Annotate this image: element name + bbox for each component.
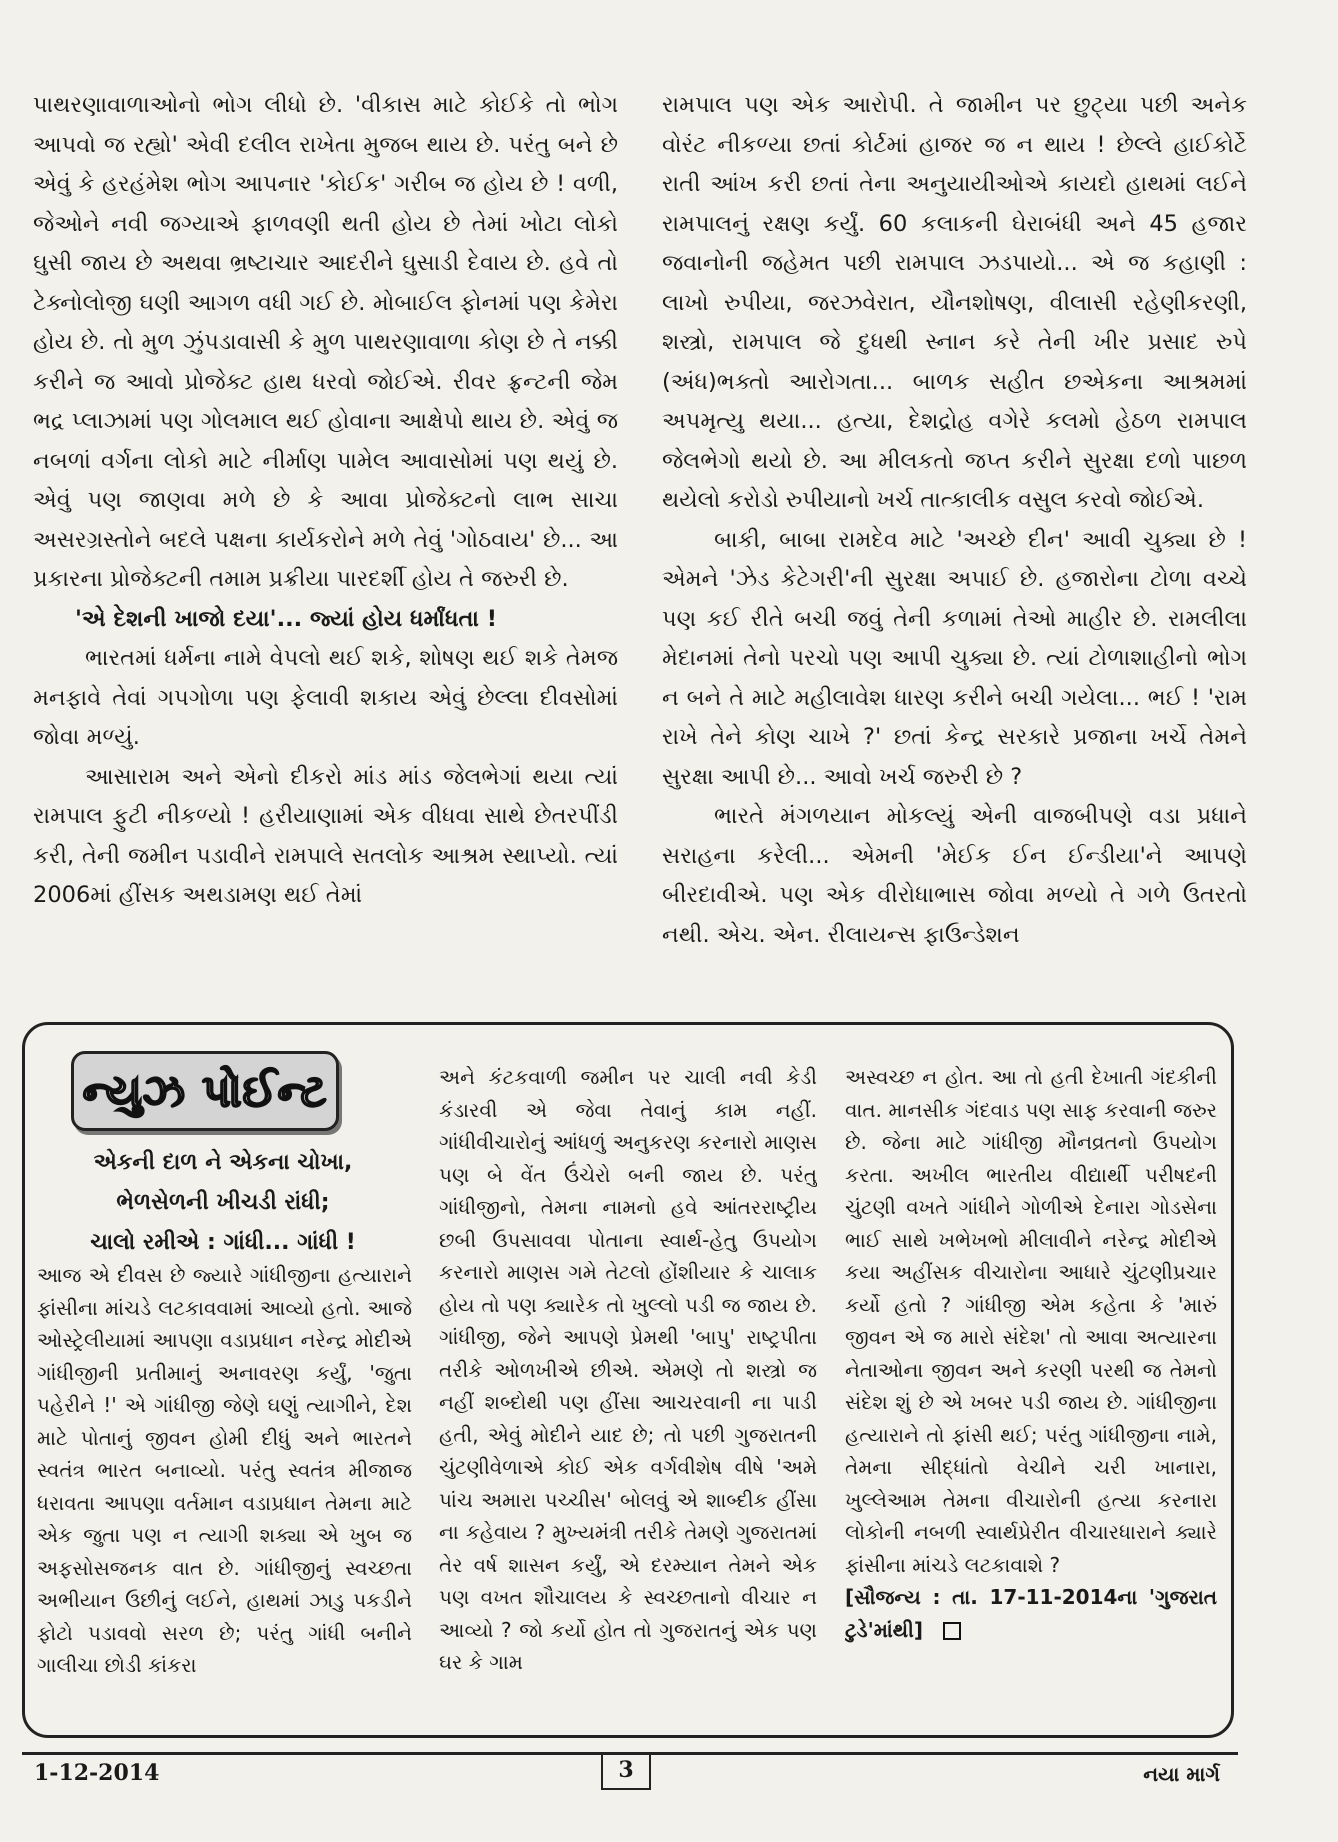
news-point-paragraph: અને કંટકવાળી જમીન પર ચાલી નવી કેડી કંડારવી એ જેવા તેવાનું કામ નહીં. ગાંધીવીચારોનું આંધળું અનુકરણ કરનારો માણસ પણ બે વેંત ઉંચેરો બની જાય છે. પરંતુ ગાંધીજીનો, તેમના નામનો હવે આંતરરાષ્ટ્રીય છબી ઉપસાવવા પોતાના સ્વાર્થ-હેતુ ઉપયોગ કરનારો માણસ ગમે તેટલો હોંશીયાર કે ચાલાક હોય તો પણ ક્યારેક તો ખુલ્લો પડી જ જાય છે. ગાંધીજી, જેને આપણે પ્રેમથી 'બાપુ' રાષ્ટ્રપીતા તરીકે ઓળખીએ છીએ. એમણે તો શસ્ત્રો જ નહીં શબ્દોથી પણ હીંસા આચરવાની ના પાડી હતી, એવું મોદીને યાદ છે; તો પછી ગુજરાતની ચુંટણીવેળાએ કોઈ એક વર્ગવીશેષ વીષે 'અમે પાંચ અમારા પચ્ચીસ' બોલવું એ શાબ્દીક હીંસા ના કહેવાય ? મુખ્યમંત્રી તરીકે તેમણે ગુજરાતમાં તેર વર્ષ શાસન કર્યું, એ દરમ્યાન તેમને એક પણ વખત શૌચાલય કે સ્વચ્છતાનો વીચાર ન આવ્યો ? જો કર્યો હોત તો ગુજરાતનું એક પણ ઘર કે ગામ [439, 1065, 817, 1674]
issue-date: 1-12-2014 [34, 1760, 160, 1786]
verse-line: ચાલો રમીએ : ગાંધી... ગાંધી ! [90, 1230, 356, 1255]
article-paragraph: ભારતમાં ધર્મના નામે વેપલો થઈ શકે, શોષણ થઈ શકે તેમજ મનફાવે તેવાં ગપગોળા પણ ફેલાવી શકાય એવું છેલ્લા દીવસોમાં જોવા મળ્યું. [33, 645, 618, 750]
article-paragraph: બાકી, બાબા રામદેવ માટે 'અચ્છે દીન' આવી ચુક્યા છે ! એમને 'ઝેડ કેટેગરી'ની સુરક્ષા અપાઈ છે. હજારોના ટોળા વચ્ચે પણ કઈ રીતે બચી જવું તેની કળામાં તેઓ માહીર છે. રામલીલા મેદાનમાં તેનો પરચો પણ આપી ચુક્યા છે. ત્યાં ટોળાશાહીનો ભોગ ન બને તે માટે મહીલાવેશ ધારણ કરીને બચી ગયેલા... ભઈ ! 'રામ રાખે તેને કોણ ચાખે ?' છતાં કેન્દ્ર સરકારે પ્રજાના ખર્ચે તેમને સુરક્ષા આપી છે... આવો ખર્ચ જરુરી છે ? [662, 526, 1247, 790]
section-heading: 'એ દેશની ખાજો દયા'... જ્યાં હોય ધર્માંધતા ! [75, 605, 497, 632]
news-point-paragraph: આજ એ દીવસ છે જ્યારે ગાંધીજીના હત્યારાને ફાંસીના માંચડે લટકાવવામાં આવ્યો હતો. આજે ઓસ્ટ્રેલીયામાં આપણા વડાપ્રધાન નરેન્દ્ર મોદીએ ગાંધીજીની પ્રતીમાનું અનાવરણ કર્યું, 'જુતા પહેરીને !' એ ગાંધીજી જેણે ઘણું ત્યાગીને, દેશ માટે પોતાનું જીવન હોમી દીધું અને ભારતને સ્વતંત્ર ભારત બનાવ્યો. પરંતુ સ્વતંત્ર મીજાજ ધરાવતા આપણા વર્તમાન વડાપ્રધાન તેમના માટે એક જુતા પણ ન ત્યાગી શક્યા એ ખુબ જ અફસોસજનક વાત છે. ગાંધીજીનું સ્વચ્છતા અભીયાન ઉછીનું લઈને, હાથમાં ઝાડુ પકડીને ફોટો પડાવવો સરળ છે; પરંતુ ગાંધી બનીને ગાલીચા છોડી કાંકરા [37, 1263, 412, 1677]
source-credit: [સૌજન્ય : તા. 17-11-2014ના 'ગુજરાત ટુડે'માંથી] [845, 1585, 1217, 1642]
news-point-credit-line [845, 1581, 1217, 1646]
news-point-paragraph: અસ્વચ્છ ન હોત. આ તો હતી દેખાતી ગંદકીની વાત. માનસીક ગંદવાડ પણ સાફ કરવાની જરુર છે. જેના માટે ગાંધીજી મૌનવ્રતનો ઉપયોગ કરતા. અખીલ ભારતીય વીદ્યાર્થી પરીષદની ચુંટણી વખતે ગાંધીને ગોળીએ દેનારા ગોડસેના ભાઈ સાથે ખભેખભો મીલાવીને નરેન્દ્ર મોદીએ કયા અહીંસક વીચારોના આધારે ચુંટણીપ્રચાર કર્યો હતો ? ગાંધીજી એમ કહેતા કે 'મારું જીવન એ જ મારો સંદેશ' તો આવા અત્યારના નેતાઓના જીવન અને કરણી પરથી જ તેમનો સંદેશ શું છે એ ખબર પડી જાય છે. ગાંધીજીના હત્યારાને તો ફાંસી થઈ; પરંતુ ગાંધીજીના નામે, તેમના સીદ્ધાંતો વેચીને ચરી ખાનારા, ખુલ્લેઆમ તેમના વીચારોની હત્યા કરનારા લોકોની નબળી સ્વાર્થપ્રેરીત વીચારધારાને ક્યારે ફાંસીના માંચડે લટકાવાશે ? [845, 1065, 1217, 1577]
news-point-title-badge [71, 1051, 339, 1131]
end-mark-icon [943, 1622, 961, 1640]
news-point-column-2 [439, 1061, 817, 1731]
article-column-left [33, 86, 618, 1006]
page-number: 3 [601, 1754, 651, 1790]
verse-line: એકની દાળ ને એકના ચોખા, [93, 1150, 353, 1175]
news-point-verse [63, 1143, 383, 1263]
news-point-box [22, 1022, 1234, 1738]
article-paragraph: પાથરણાવાળાઓનો ભોગ લીધો છે. 'વીકાસ માટે કોઈકે તો ભોગ આપવો જ રહ્યો' એવી દલીલ રાખેતા મુજબ થાય છે. પરંતુ બને છે એવું કે હરહંમેશ ભોગ આપનાર 'કોઈક' ગરીબ જ હોય છે ! વળી, જેઓને નવી જગ્યાએ ફાળવણી થતી હોય છે તેમાં ખોટા લોકો ઘુસી જાય છે અથવા ભ્રષ્ટાચાર આદરીને ઘુસાડી દેવાય છે. હવે તો ટેક્નોલોજી ઘણી આગળ વધી ગઈ છે. મોબાઈલ ફોનમાં પણ કેમેરા હોય છે. તો મુળ ઝુંપડાવાસી કે મુળ પાથરણાવાળા કોણ છે તે નક્કી કરીને જ આવો પ્રોજેક્ટ હાથ ધરવો જોઈએ. રીવર ફ્રન્ટની જેમ ભદ્ર પ્લાઝામાં પણ ગોલમાલ થઈ હોવાના આક્ષેપો થાય છે. એવું જ નબળાં વર્ગના લોકો માટે નીર્માણ પામેલ આવાસોમાં પણ થયું છે. એવું પણ જાણવા મળે છે કે આવા પ્રોજેક્ટનો લાભ સાચા અસરગ્રસ્તોને બદલે પક્ષના કાર્યકરોને મળે તેવું 'ગોઠવાય' છે... આ પ્રકારના પ્રોજેક્ટની તમામ પ્રક્રીયા પારદર્શી હોય તે જરુરી છે. [33, 92, 618, 592]
verse-line: ભેળસેળની ખીચડી રાંધી; [116, 1190, 330, 1215]
news-point-column-3 [845, 1061, 1217, 1731]
article-paragraph: ભારતે મંગળયાન મોકલ્યું એની વાજબીપણે વડા પ્રધાને સરાહના કરેલી... એમની 'મેઈક ઈન ઈન્ડીયા'ને આપણે બીરદાવીએ. પણ એક વીરોધાભાસ જોવા મળ્યો તે ગળે ઉતરતો નથી. એચ. એન. રીલાયન્સ ફાઉન્ડેશન [662, 803, 1247, 948]
news-point-column-1 [37, 1259, 412, 1729]
article-column-right [662, 86, 1247, 1006]
magazine-name: નયા માર્ગ [1143, 1762, 1220, 1786]
news-point-title: ન્યુઝ પોઈન્ટ [82, 1065, 328, 1117]
article-paragraph: આસારામ અને એનો દીકરો માંડ માંડ જેલભેગાં થયા ત્યાં રામપાલ ફુટી નીકળ્યો ! હરીયાણામાં એક વીધવા સાથે છેતરપીંડી કરી, તેની જમીન પડાવીને રામપાલે સતલોક આશ્રમ સ્થાપ્યો. ત્યાં 2006માં હીંસક અથડામણ થઈ તેમાં [33, 763, 618, 908]
article-paragraph: રામપાલ પણ એક આરોપી. તે જામીન પર છુટ્યા પછી અનેક વોરંટ નીકળ્યા છતાં કોર્ટમાં હાજર જ ન થાય ! છેલ્લે હાઈકોર્ટે રાતી આંખ કરી છતાં તેના અનુયાયીઓએ કાયદો હાથમાં લઈને રામપાલનું રક્ષણ કર્યું. 60 કલાકની ઘેરાબંધી અને 45 હજાર જવાનોની જહેમત પછી રામપાલ ઝડપાયો... એ જ કહાણી : લાખો રુપીયા, જરઝવેરાત, યૌનશોષણ, વીલાસી રહેણીકરણી, શસ્ત્રો, રામપાલ જે દુધથી સ્નાન કરે તેની ખીર પ્રસાદ રુપે (અંધ)ભક્તો આરોગતા... બાળક સહીત છએકના આશ્રમમાં અપમૃત્યુ થયા... હત્યા, દેશદ્રોહ વગેરે કલમો હેઠળ રામપાલ જેલભેગો થયો છે. આ મીલકતો જપ્ત કરીને સુરક્ષા દળો પાછળ થયેલો કરોડો રુપીયાનો ખર્ચ તાત્કાલીક વસુલ કરવો જોઈએ. [662, 92, 1247, 513]
